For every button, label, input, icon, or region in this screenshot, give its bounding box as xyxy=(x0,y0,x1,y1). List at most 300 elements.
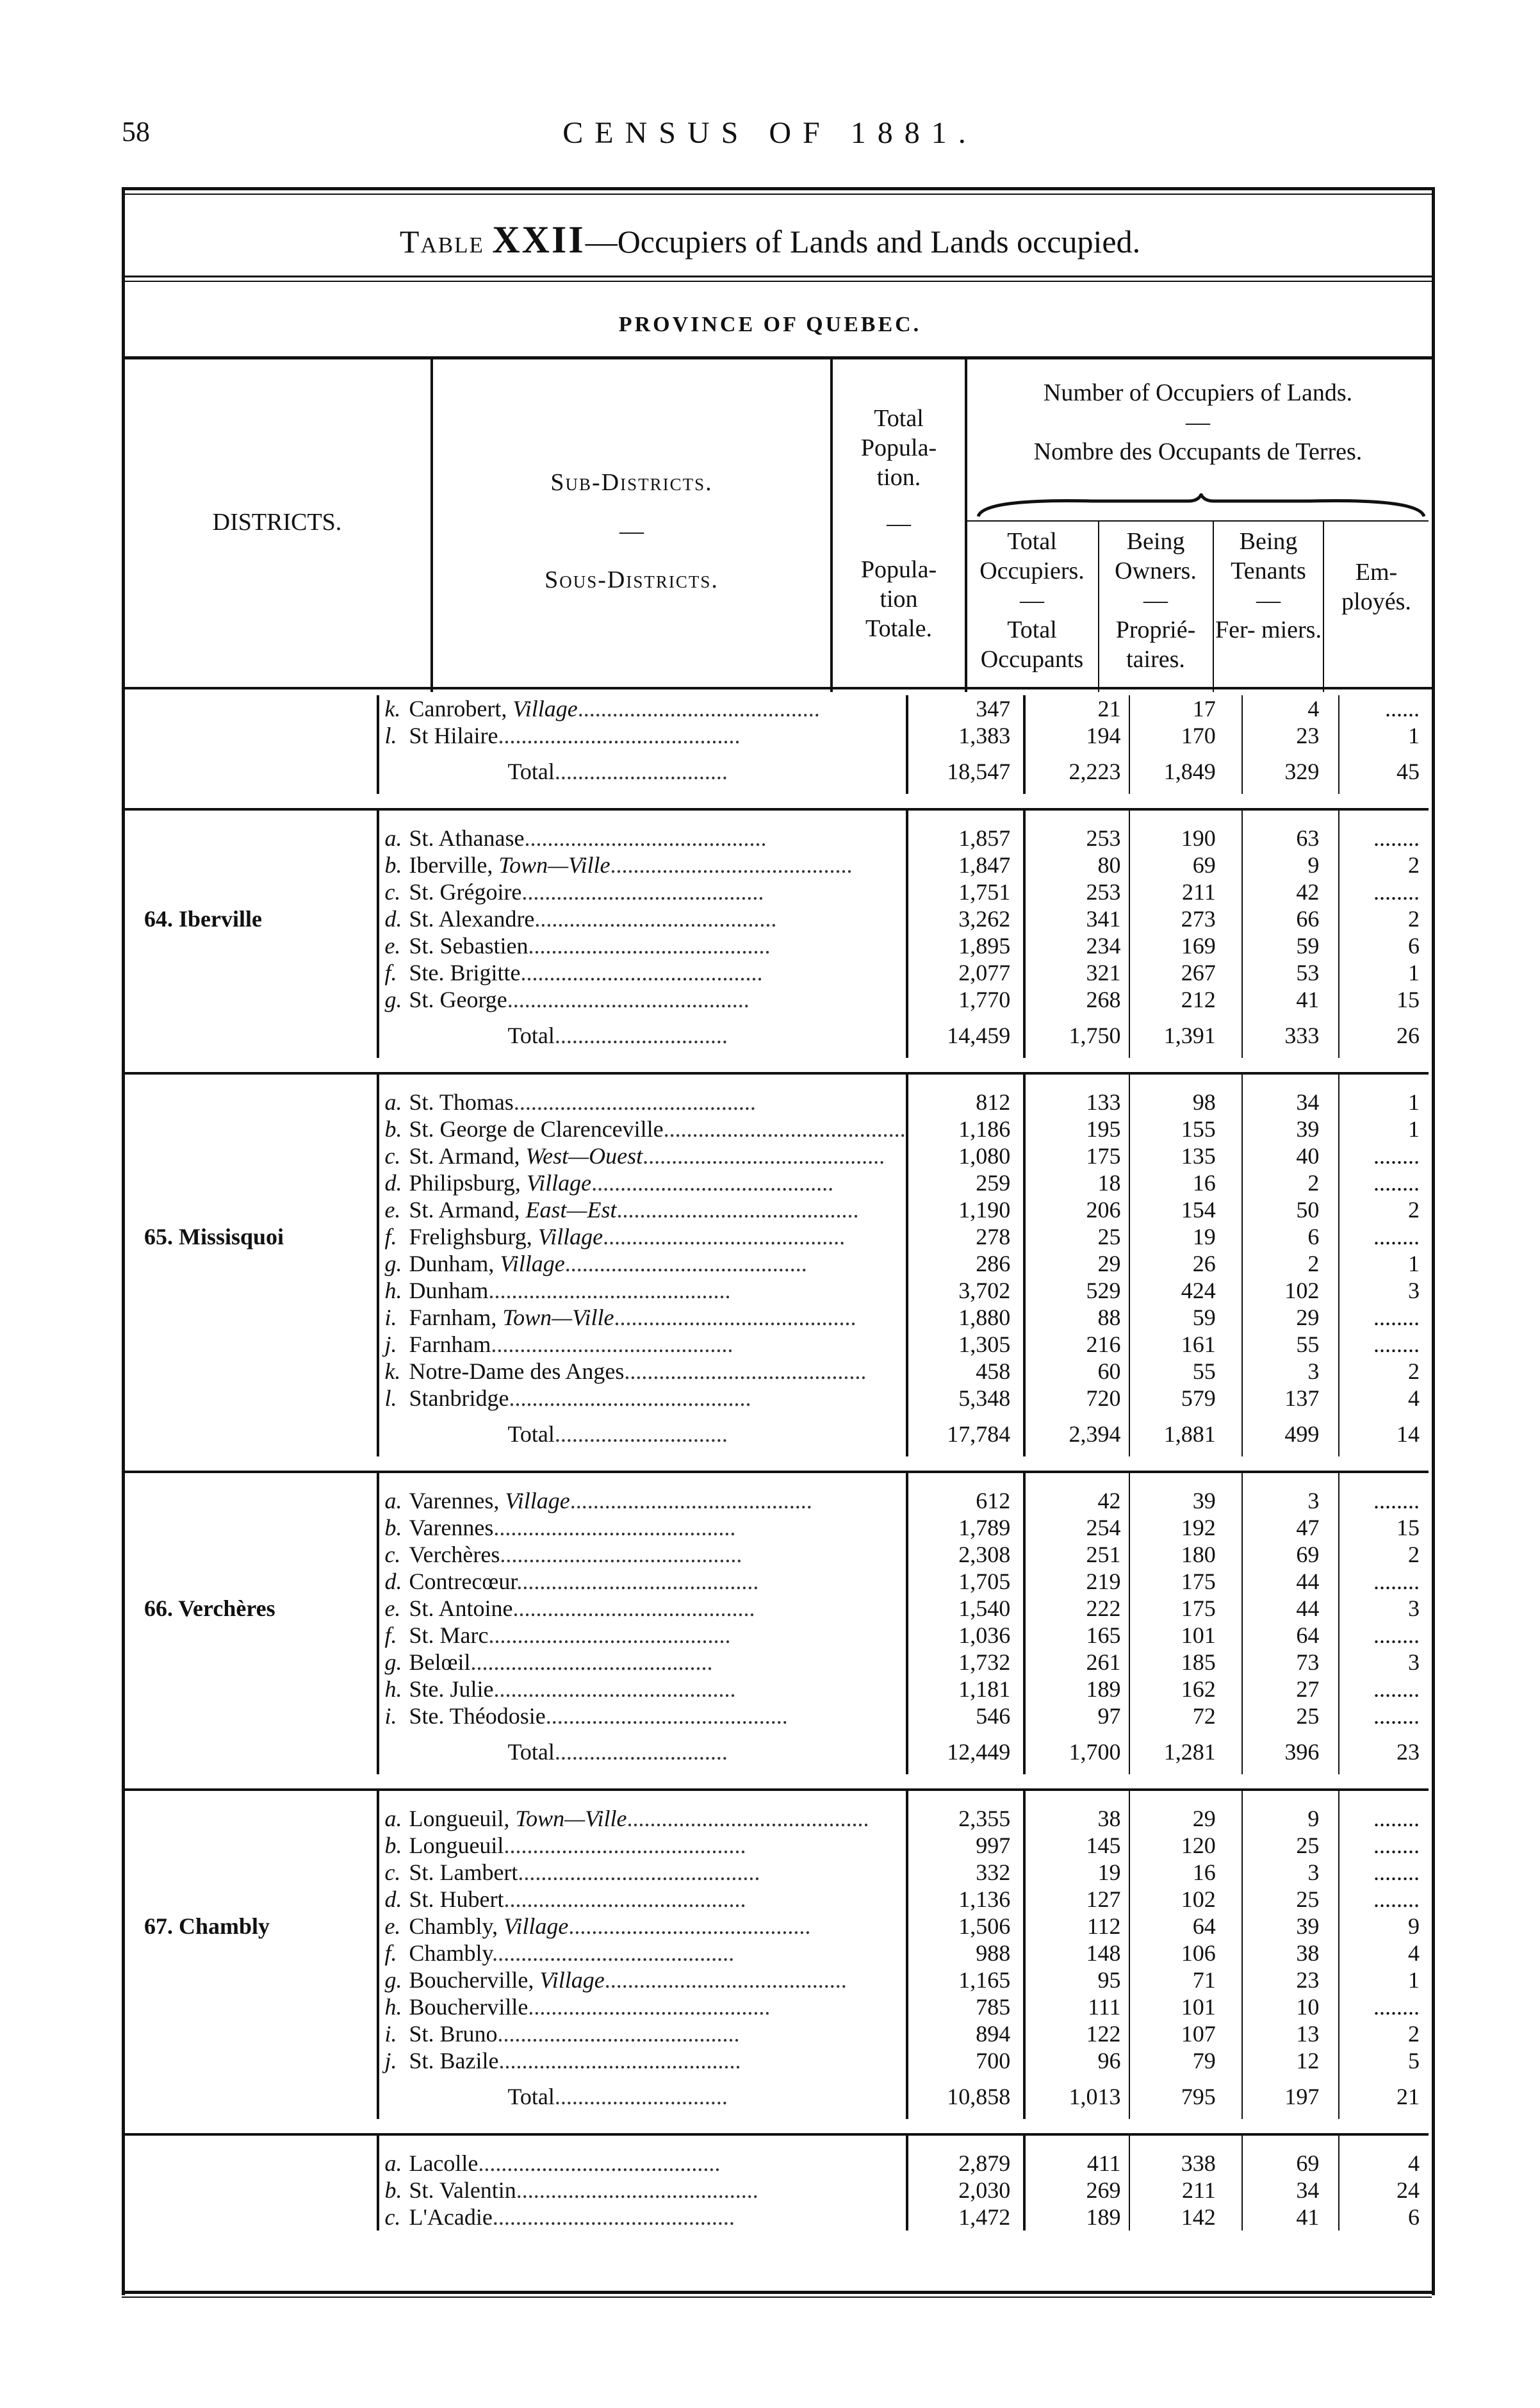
table-row xyxy=(125,2020,1429,2047)
separator-cell xyxy=(1129,1058,1242,1073)
owners-cell: 101 xyxy=(1129,1622,1242,1649)
gap-cell xyxy=(907,1073,1025,1089)
gap-cell xyxy=(1129,1073,1242,1089)
total-occupiers-total-cell: 1,013 xyxy=(1024,2074,1129,2119)
table-row xyxy=(125,1541,1429,1568)
title-rule-thin xyxy=(122,281,1432,282)
district-name-empty xyxy=(125,2074,378,2119)
sub-district: f. St. Marc.......................................... xyxy=(378,1622,906,1649)
gap-cell xyxy=(1024,1790,1129,1805)
sub-district-name: Farnham xyxy=(409,1332,491,1357)
owners-cell: 212 xyxy=(1129,986,1242,1013)
population-cell: 5,348 xyxy=(907,1385,1025,1412)
employes-cell: ...... xyxy=(1339,695,1429,722)
population-cell: 1,880 xyxy=(907,1304,1025,1331)
sub-district-name: Canrobert, xyxy=(409,696,507,722)
employes-cell: ........ xyxy=(1339,1487,1429,1514)
gap-cell xyxy=(1129,1790,1242,1805)
tenants-cell: 47 xyxy=(1242,1514,1339,1541)
sub-district-letter: d. xyxy=(384,1170,402,1196)
employes-cell: 2 xyxy=(1339,852,1429,878)
total-occupiers-cell: 253 xyxy=(1024,878,1129,905)
separator-cell xyxy=(907,1456,1025,1472)
owners-cell: 26 xyxy=(1129,1250,1242,1277)
owners-cell: 161 xyxy=(1129,1331,1242,1358)
sub-district-letter: j. xyxy=(384,2048,397,2074)
owners-cell: 102 xyxy=(1129,1886,1242,1913)
sub-district-name: St. Athanase xyxy=(409,825,525,851)
district-name xyxy=(125,1169,378,1196)
owners-cell: 192 xyxy=(1129,1514,1242,1541)
owners-cell: 59 xyxy=(1129,1304,1242,1331)
total-occupiers-cell: 189 xyxy=(1024,1676,1129,1703)
population-cell: 278 xyxy=(907,1223,1025,1250)
population-cell: 1,190 xyxy=(907,1196,1025,1223)
separator-cell xyxy=(1242,2119,1339,2134)
total-tenants-cell: 329 xyxy=(1242,749,1339,794)
gap-cell xyxy=(1242,1073,1339,1089)
group-gap xyxy=(125,1472,1429,1487)
district-name xyxy=(125,1967,378,1993)
sub-district: a. Lacolle.......................................... xyxy=(378,2150,906,2177)
gap-cell xyxy=(378,809,906,825)
table-row xyxy=(125,1940,1429,1967)
total-occupiers-cell: 111 xyxy=(1024,1993,1129,2020)
separator-cell xyxy=(1024,1058,1129,1073)
sub-district: h. Ste. Julie.......................................... xyxy=(378,1676,906,1703)
district-name xyxy=(125,1250,378,1277)
sub-district-name: St. Marc xyxy=(409,1622,489,1648)
total-occupiers-cell: 148 xyxy=(1024,1940,1129,1967)
table-row xyxy=(125,1223,1429,1250)
separator-cell xyxy=(907,2119,1025,2134)
district-name-empty xyxy=(125,749,378,794)
employes-cell: ........ xyxy=(1339,1703,1429,1729)
district-name xyxy=(125,825,378,852)
sub-district-name: St. George xyxy=(409,987,507,1012)
tenants-cell: 4 xyxy=(1242,695,1339,722)
district-name: 67. Chambly xyxy=(144,1913,270,1939)
owners-cell: 211 xyxy=(1129,878,1242,905)
header-total-pop-en: Total Popula- tion. xyxy=(860,405,937,491)
separator-cell xyxy=(1024,2119,1129,2134)
table-title-number: XXII xyxy=(492,219,586,261)
sub-district: i. Farnham, Town—Ville.......................................... xyxy=(378,1304,906,1331)
population-cell: 785 xyxy=(907,1993,1025,2020)
sub-district-letter: a. xyxy=(384,2150,402,2176)
sub-district: d. St. Hubert.......................................... xyxy=(378,1886,906,1913)
district-name xyxy=(125,1385,378,1412)
total-occupiers-cell: 96 xyxy=(1024,2047,1129,2074)
district-name xyxy=(125,1993,378,2020)
gap-cell xyxy=(1339,809,1429,825)
total-owners-cell: 1,881 xyxy=(1129,1412,1242,1456)
sub-district: g. Dunham, Village.......................................... xyxy=(378,1250,906,1277)
population-cell: 2,030 xyxy=(907,2177,1025,2204)
owners-cell: 169 xyxy=(1129,932,1242,959)
population-cell: 1,540 xyxy=(907,1595,1025,1622)
population-cell: 1,857 xyxy=(907,825,1025,852)
district-name xyxy=(125,852,378,878)
sub-district: h. Boucherville.......................................... xyxy=(378,1993,906,2020)
sub-district: e. St. Armand, East—Est.......................................... xyxy=(378,1196,906,1223)
district-name xyxy=(125,932,378,959)
district-name xyxy=(125,2150,378,2177)
sub-district-letter: f. xyxy=(384,960,397,985)
population-cell: 1,080 xyxy=(907,1142,1025,1169)
sub-district-letter: d. xyxy=(384,906,402,932)
data-table xyxy=(125,695,1429,2231)
separator-cell xyxy=(378,2119,906,2134)
table-row xyxy=(125,1277,1429,1304)
sub-district-name: Longueuil xyxy=(409,1833,504,1858)
total-label: Total.............................. xyxy=(378,749,906,794)
population-cell: 1,506 xyxy=(907,1913,1025,1940)
district-name xyxy=(125,1089,378,1116)
owners-cell: 69 xyxy=(1129,852,1242,878)
total-population-cell: 14,459 xyxy=(907,1013,1025,1058)
district-name xyxy=(125,1832,378,1859)
total-population-cell: 18,547 xyxy=(907,749,1025,794)
gap-cell xyxy=(1129,2134,1242,2150)
header-occupiers xyxy=(967,378,1429,466)
tenants-cell: 3 xyxy=(1242,1358,1339,1385)
table-row xyxy=(125,959,1429,986)
total-population-cell: 17,784 xyxy=(907,1412,1025,1456)
header-tenants-fr: Fer- miers. xyxy=(1215,616,1322,643)
population-cell: 812 xyxy=(907,1089,1025,1116)
table-row xyxy=(125,2047,1429,2074)
owners-cell: 101 xyxy=(1129,1993,1242,2020)
tenants-cell: 29 xyxy=(1242,1304,1339,1331)
tenants-cell: 39 xyxy=(1242,1116,1339,1142)
header-tenants-dash: — xyxy=(1256,587,1281,614)
total-occupiers-total-cell: 2,394 xyxy=(1024,1412,1129,1456)
district-name xyxy=(125,722,378,749)
population-cell: 997 xyxy=(907,1832,1025,1859)
tenants-cell: 3 xyxy=(1242,1487,1339,1514)
sub-district-qualifier: East—Est xyxy=(525,1197,617,1223)
header-total-pop-dash: — xyxy=(887,510,911,537)
separator-cell xyxy=(125,1774,378,1790)
data-table-body xyxy=(125,695,1429,2231)
sub-district-letter: c. xyxy=(384,1860,401,1885)
separator-cell xyxy=(1339,1456,1429,1472)
gap-cell xyxy=(378,2134,906,2150)
total-occupiers-cell: 411 xyxy=(1024,2150,1129,2177)
employes-cell: 1 xyxy=(1339,722,1429,749)
district-name xyxy=(125,1940,378,1967)
total-occupiers-cell: 133 xyxy=(1024,1089,1129,1116)
tenants-cell: 40 xyxy=(1242,1142,1339,1169)
gap-cell xyxy=(1024,809,1129,825)
employes-cell: 1 xyxy=(1339,1967,1429,1993)
table-row xyxy=(125,1676,1429,1703)
owners-cell: 162 xyxy=(1129,1676,1242,1703)
total-occupiers-cell: 95 xyxy=(1024,1967,1129,1993)
table-row xyxy=(125,2177,1429,2204)
tenants-cell: 23 xyxy=(1242,1967,1339,1993)
total-row xyxy=(125,749,1429,794)
sub-district-name: Verchères xyxy=(409,1542,500,1567)
table-row xyxy=(125,1250,1429,1277)
employes-cell: 6 xyxy=(1339,2204,1429,2231)
tenants-cell: 2 xyxy=(1242,1250,1339,1277)
header-owners-en: Being Owners. xyxy=(1115,528,1197,584)
header-subdistricts xyxy=(433,468,830,595)
population-cell: 546 xyxy=(907,1703,1025,1729)
sub-district: a. St. Thomas.......................................... xyxy=(378,1089,906,1116)
district-name xyxy=(125,1805,378,1832)
sub-district: e. Chambly, Village.......................................... xyxy=(378,1913,906,1940)
tenants-cell: 44 xyxy=(1242,1595,1339,1622)
separator-cell xyxy=(1129,1456,1242,1472)
sub-district-name: St. Armand, xyxy=(409,1143,520,1169)
tenants-cell: 34 xyxy=(1242,1089,1339,1116)
sub-district: b. St. Valentin.......................................... xyxy=(378,2177,906,2204)
total-occupiers-cell: 60 xyxy=(1024,1358,1129,1385)
employes-cell: 15 xyxy=(1339,986,1429,1013)
population-cell: 1,136 xyxy=(907,1886,1025,1913)
district-name xyxy=(125,1568,378,1595)
population-cell: 1,036 xyxy=(907,1622,1025,1649)
sub-district: b. St. George de Clarenceville.......................................... xyxy=(378,1116,906,1142)
sub-district-letter: c. xyxy=(384,1143,401,1169)
sub-district-letter: i. xyxy=(384,2021,397,2047)
population-cell: 1,305 xyxy=(907,1331,1025,1358)
sub-district-letter: g. xyxy=(384,987,402,1012)
district-name xyxy=(125,1142,378,1169)
district-name xyxy=(125,1116,378,1142)
tenants-cell: 102 xyxy=(1242,1277,1339,1304)
employes-cell: 1 xyxy=(1339,1089,1429,1116)
sub-district: f. Frelighsburg, Village.......................................... xyxy=(378,1223,906,1250)
total-label-text: Total xyxy=(507,759,555,784)
sub-district: a. St. Athanase.......................................... xyxy=(378,825,906,852)
tenants-cell: 63 xyxy=(1242,825,1339,852)
bottom-rule-thin xyxy=(122,2297,1432,2298)
sub-district: k. Canrobert, Village.......................................... xyxy=(378,695,906,722)
total-label-text: Total xyxy=(507,1023,555,1048)
owners-cell: 17 xyxy=(1129,695,1242,722)
table-row xyxy=(125,1703,1429,1729)
header-subdistricts-dash: — xyxy=(619,518,644,545)
sub-district: l. Stanbridge.......................................... xyxy=(378,1385,906,1412)
tenants-cell: 69 xyxy=(1242,1541,1339,1568)
sub-district-qualifier: Town—Ville xyxy=(498,852,610,878)
owners-cell: 16 xyxy=(1129,1859,1242,1886)
sub-district-letter: f. xyxy=(384,1224,397,1249)
employes-cell: 24 xyxy=(1339,2177,1429,2204)
owners-cell: 98 xyxy=(1129,1089,1242,1116)
sub-district-name: St Hilaire xyxy=(409,723,498,748)
district-name-empty xyxy=(125,1412,378,1456)
sub-district-qualifier: Town—Ville xyxy=(515,1806,627,1831)
separator-cell xyxy=(1242,1058,1339,1073)
separator-cell xyxy=(378,1774,906,1790)
gap-cell xyxy=(125,1073,378,1089)
employes-cell: ........ xyxy=(1339,1805,1429,1832)
table-row xyxy=(125,1595,1429,1622)
owners-cell: 338 xyxy=(1129,2150,1242,2177)
owners-cell: 71 xyxy=(1129,1967,1242,1993)
sub-district: g. Boucherville, Village.......................................... xyxy=(378,1967,906,1993)
total-owners-cell: 1,849 xyxy=(1129,749,1242,794)
sub-district-letter: c. xyxy=(384,879,401,905)
total-occupiers-cell: 25 xyxy=(1024,1223,1129,1250)
header-occupiers-en: Number of Occupiers of Lands. xyxy=(1043,379,1353,406)
sub-district-letter: h. xyxy=(384,1994,402,2020)
gap-cell xyxy=(1242,809,1339,825)
gap-cell xyxy=(907,1790,1025,1805)
sub-district-letter: g. xyxy=(384,1649,402,1675)
gap-cell xyxy=(1339,1073,1429,1089)
gap-cell xyxy=(1242,1472,1339,1487)
owners-cell: 39 xyxy=(1129,1487,1242,1514)
group-separator xyxy=(125,1774,1429,1790)
gap-cell xyxy=(125,809,378,825)
sub-district: j. St. Bazile.......................................... xyxy=(378,2047,906,2074)
total-occupiers-total-cell: 1,750 xyxy=(1024,1013,1129,1058)
group-gap xyxy=(125,1790,1429,1805)
table-row xyxy=(125,1196,1429,1223)
table-row xyxy=(125,2150,1429,2177)
district-name xyxy=(125,1277,378,1304)
header-occupiers-fr: Nombre des Occupants de Terres. xyxy=(1033,438,1363,465)
sub-district-letter: g. xyxy=(384,1251,402,1276)
table-row xyxy=(125,1169,1429,1196)
sub-district-name: Dunham, xyxy=(409,1251,495,1276)
sub-district-qualifier: Village xyxy=(500,1251,565,1276)
total-occupiers-cell: 195 xyxy=(1024,1116,1129,1142)
total-occupiers-cell: 216 xyxy=(1024,1331,1129,1358)
total-occupiers-cell: 18 xyxy=(1024,1169,1129,1196)
sub-district-name: Chambly xyxy=(409,1940,493,1966)
total-occupiers-cell: 80 xyxy=(1024,852,1129,878)
district-name xyxy=(125,1622,378,1649)
sub-district-name: St. Valentin xyxy=(409,2177,516,2203)
owners-cell: 19 xyxy=(1129,1223,1242,1250)
sub-district-name: Varennes, xyxy=(409,1488,500,1513)
sub-district-name: St. Hubert xyxy=(409,1886,504,1912)
total-occupiers-cell: 206 xyxy=(1024,1196,1129,1223)
gap-cell xyxy=(1242,2134,1339,2150)
sub-district-name: Ste. Théodosie xyxy=(409,1703,546,1729)
table-row xyxy=(125,1622,1429,1649)
separator-cell xyxy=(125,794,378,809)
employes-cell: ........ xyxy=(1339,1568,1429,1595)
sub-district-name: St. Thomas xyxy=(409,1089,514,1115)
sub-district-letter: b. xyxy=(384,2177,402,2203)
owners-cell: 180 xyxy=(1129,1541,1242,1568)
total-occupiers-cell: 261 xyxy=(1024,1649,1129,1676)
header-total-occ-fr: Total Occupants xyxy=(980,616,1084,673)
table-row xyxy=(125,852,1429,878)
district-name xyxy=(125,1358,378,1385)
separator-cell xyxy=(907,794,1025,809)
gap-cell xyxy=(125,2134,378,2150)
owners-cell: 154 xyxy=(1129,1196,1242,1223)
total-occupiers-cell: 122 xyxy=(1024,2020,1129,2047)
employes-cell: 9 xyxy=(1339,1913,1429,1940)
gap-cell xyxy=(378,1073,906,1089)
separator-cell xyxy=(1129,794,1242,809)
table-row xyxy=(125,722,1429,749)
tenants-cell: 55 xyxy=(1242,1331,1339,1358)
district-name xyxy=(125,1304,378,1331)
sub-district-qualifier: Village xyxy=(504,1913,569,1939)
sub-district-letter: d. xyxy=(384,1886,402,1912)
table-row xyxy=(125,986,1429,1013)
sub-district-letter: f. xyxy=(384,1622,397,1648)
sub-district-name: St. Sebastien xyxy=(409,933,528,959)
total-occupiers-cell: 268 xyxy=(1024,986,1129,1013)
employes-cell: 1 xyxy=(1339,1250,1429,1277)
employes-cell: ........ xyxy=(1339,1886,1429,1913)
total-occupiers-cell: 38 xyxy=(1024,1805,1129,1832)
total-label: Total.............................. xyxy=(378,1013,906,1058)
sub-district: f. Chambly.......................................... xyxy=(378,1940,906,1967)
employes-cell: 4 xyxy=(1339,1940,1429,1967)
sub-district: c. Verchères.......................................... xyxy=(378,1541,906,1568)
sub-district-letter: a. xyxy=(384,1089,402,1115)
sub-district-letter: b. xyxy=(384,1833,402,1858)
table-row xyxy=(125,1832,1429,1859)
sub-district-letter: h. xyxy=(384,1676,402,1702)
sub-district: a. Longueuil, Town—Ville.......................................... xyxy=(378,1805,906,1832)
owners-cell: 190 xyxy=(1129,825,1242,852)
total-occupiers-cell: 720 xyxy=(1024,1385,1129,1412)
district-name: 64. Iberville xyxy=(144,906,262,932)
employes-cell: ........ xyxy=(1339,1993,1429,2020)
population-cell: 612 xyxy=(907,1487,1025,1514)
gap-cell xyxy=(1024,1472,1129,1487)
header-owners-fr: Proprié- taires. xyxy=(1115,616,1196,673)
table-row xyxy=(125,2204,1429,2231)
sub-district: d. Contrecœur.......................................... xyxy=(378,1568,906,1595)
table-row xyxy=(125,1886,1429,1913)
employes-cell: 2 xyxy=(1339,905,1429,932)
tenants-cell: 2 xyxy=(1242,1169,1339,1196)
employes-cell: 6 xyxy=(1339,932,1429,959)
table-row xyxy=(125,1649,1429,1676)
tenants-cell: 25 xyxy=(1242,1703,1339,1729)
employes-cell: ........ xyxy=(1339,1223,1429,1250)
sub-district-name: Boucherville xyxy=(409,1994,528,2020)
owners-cell: 175 xyxy=(1129,1568,1242,1595)
population-cell: 988 xyxy=(907,1940,1025,1967)
total-occupiers-cell: 234 xyxy=(1024,932,1129,959)
tenants-cell: 25 xyxy=(1242,1886,1339,1913)
sub-district-name: St. Grégoire xyxy=(409,879,522,905)
total-employes-cell: 26 xyxy=(1339,1013,1429,1058)
district-name xyxy=(125,1676,378,1703)
sub-district-qualifier: Village xyxy=(505,1488,570,1513)
tenants-cell: 9 xyxy=(1242,852,1339,878)
tenants-cell: 64 xyxy=(1242,1622,1339,1649)
population-cell: 2,308 xyxy=(907,1541,1025,1568)
employes-cell: ........ xyxy=(1339,1622,1429,1649)
total-occupiers-cell: 194 xyxy=(1024,722,1129,749)
sub-district: i. Ste. Théodosie.......................................... xyxy=(378,1703,906,1729)
header-owners-dash: — xyxy=(1143,587,1168,614)
sub-district: e. St. Antoine.......................................... xyxy=(378,1595,906,1622)
sub-district-letter: e. xyxy=(384,1913,401,1939)
owners-cell: 211 xyxy=(1129,2177,1242,2204)
district-name xyxy=(125,2204,378,2231)
tenants-cell: 12 xyxy=(1242,2047,1339,2074)
population-cell: 3,262 xyxy=(907,905,1025,932)
